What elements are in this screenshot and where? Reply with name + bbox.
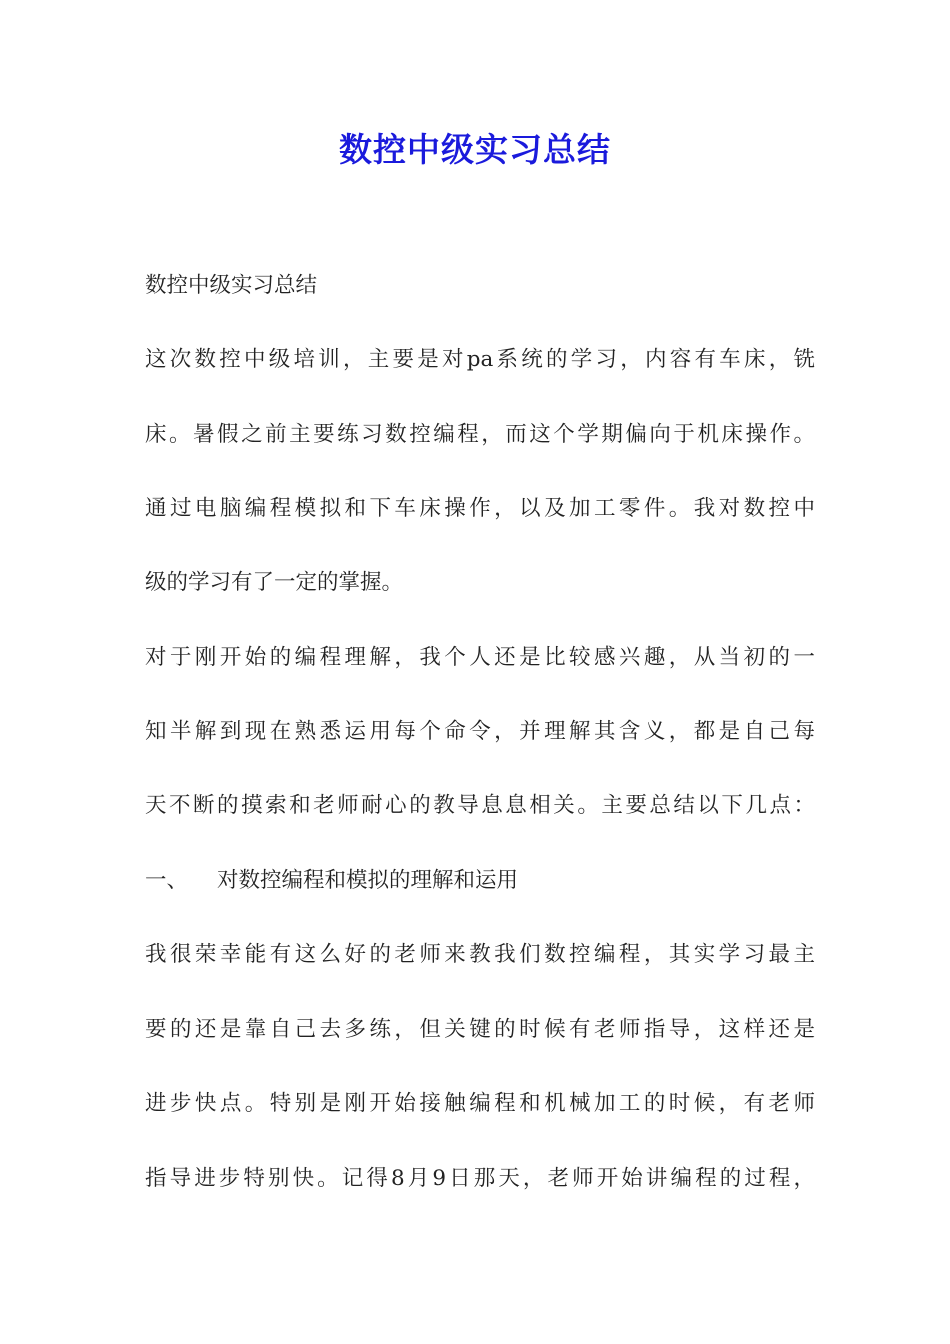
paragraph-line: 通过电脑编程模拟和下车床操作，以及加工零件。我对数控中 <box>145 496 815 521</box>
paragraph-line: 级的学习有了一定的掌握。 <box>145 570 404 595</box>
paragraph-line: 床。暑假之前主要练习数控编程，而这个学期偏向于机床操作。 <box>145 422 815 447</box>
paragraph-line: 我很荣幸能有这么好的老师来教我们数控编程，其实学习最主 <box>145 942 815 967</box>
paragraph-line: 数控中级实习总结 <box>145 273 318 298</box>
paragraph-line: 对于刚开始的编程理解，我个人还是比较感兴趣，从当初的一 <box>145 645 815 670</box>
paragraph-line: 天不断的摸索和老师耐心的教导息息相关。主要总结以下几点： <box>145 793 815 818</box>
paragraph-line: 这次数控中级培训，主要是对pa系统的学习，内容有车床，铣 <box>145 347 815 372</box>
section-heading-text: 对数控编程和模拟的理解和运用 <box>217 868 519 893</box>
document-title: 数控中级实习总结 <box>339 130 611 169</box>
section-heading <box>145 866 518 896</box>
paragraph-line: 要的还是靠自己去多练，但关键的时候有老师指导，这样还是 <box>145 1017 815 1042</box>
paragraph-line: 指导进步特别快。记得8月9日那天，老师开始讲编程的过程， <box>145 1166 815 1191</box>
section-heading-number: 一、 <box>145 868 189 893</box>
paragraph-line: 进步快点。特别是刚开始接触编程和机械加工的时候，有老师 <box>145 1091 815 1116</box>
paragraph-line: 知半解到现在熟悉运用每个命令，并理解其含义，都是自己每 <box>145 719 815 744</box>
